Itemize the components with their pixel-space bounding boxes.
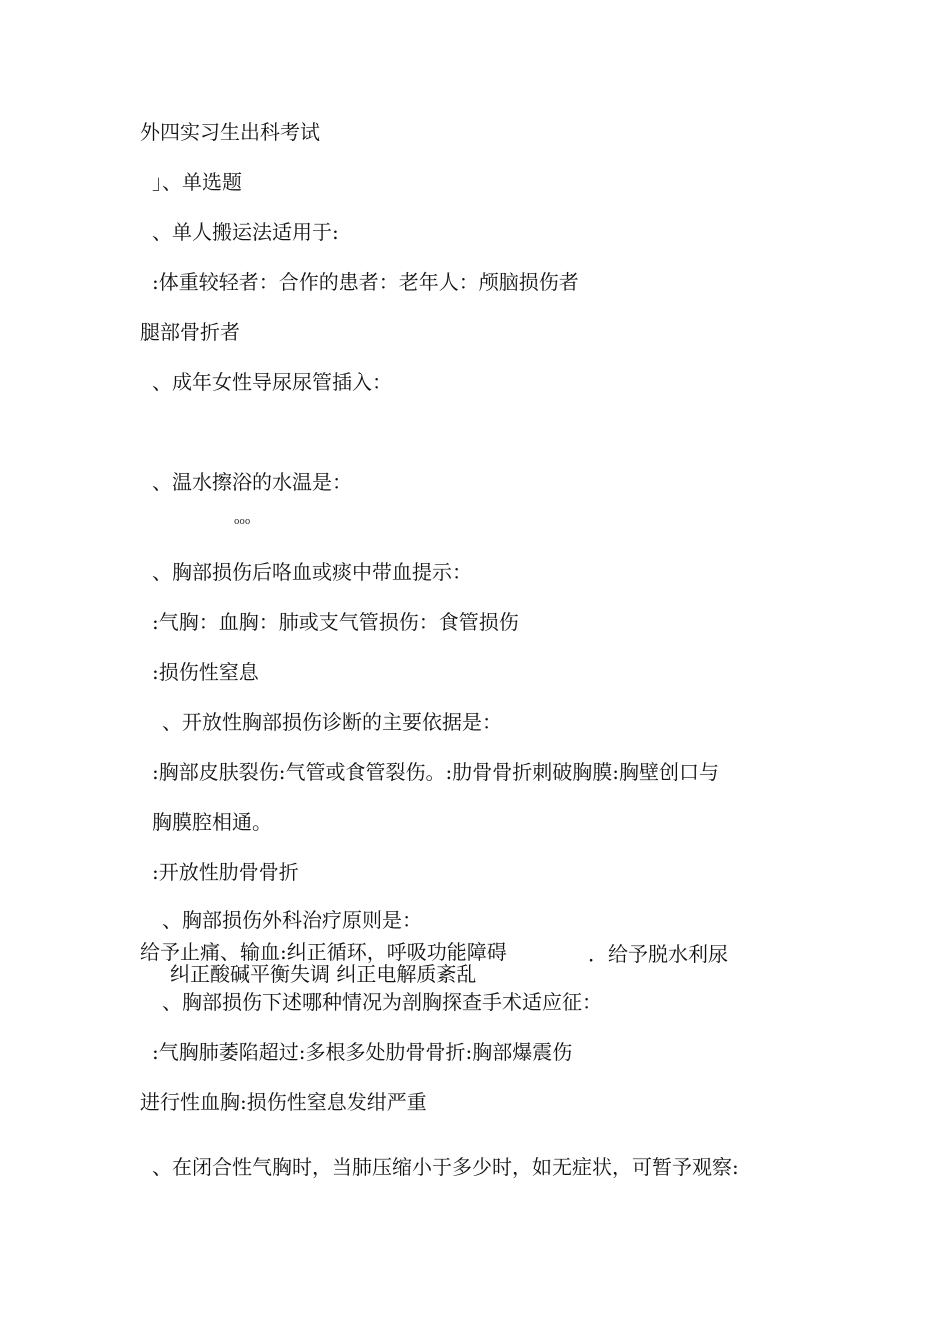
question-4-options: :气胸：血胸：肺或支气管损伤：食管损伤: [152, 610, 519, 634]
question-7-options: :气胸肺萎陷超过:多根多处肋骨骨折:胸部爆震伤: [152, 1040, 573, 1064]
question-8: 、在闭合性气胸时，当肺压缩小于多少时，如无症状，可暂予观察:: [152, 1155, 739, 1179]
question-2: 、成年女性导尿尿管插入：: [152, 370, 392, 394]
question-6-options: 给予止痛、输血:纠正循环，呼吸功能障碍: [140, 940, 507, 964]
question-3: 、温水擦浴的水温是：: [152, 470, 352, 494]
section-heading: 」、单选题: [152, 170, 242, 194]
question-5-options: :胸部皮肤裂伤:气管或食管裂伤。:肋骨骨折刺破胸膜:胸壁创口与: [152, 760, 719, 784]
question-6-overlapped-text: 纠正酸碱平衡失调 纠正电解质紊乱: [170, 962, 477, 986]
document-title: 外四实习生出科考试: [140, 120, 320, 144]
question-1-options-cont: 腿部骨折者: [140, 320, 240, 344]
question-5-options-last: :开放性肋骨骨折: [152, 860, 299, 884]
question-4: 、胸部损伤后咯血或痰中带血提示：: [152, 560, 472, 584]
question-5: 、开放性胸部损伤诊断的主要依据是：: [162, 710, 502, 734]
question-5-options-cont: 胸膜腔相通。: [152, 810, 272, 834]
question-1-options: :体重较轻者：合作的患者：老年人：颅脑损伤者: [152, 270, 579, 294]
question-6: 、胸部损伤外科治疗原则是：: [162, 908, 422, 932]
question-7: 、胸部损伤下述哪种情况为剖胸探查手术适应征：: [162, 990, 602, 1014]
question-4-options-cont: :损伤性窒息: [152, 660, 259, 684]
question-1: 、单人搬运法适用于:: [152, 220, 339, 244]
question-7-options-cont: 进行性血胸:损伤性窒息发绀严重: [140, 1090, 427, 1114]
question-3-note: ooo: [234, 517, 251, 527]
question-6-options-right: ．给予脱水利尿: [588, 942, 728, 966]
